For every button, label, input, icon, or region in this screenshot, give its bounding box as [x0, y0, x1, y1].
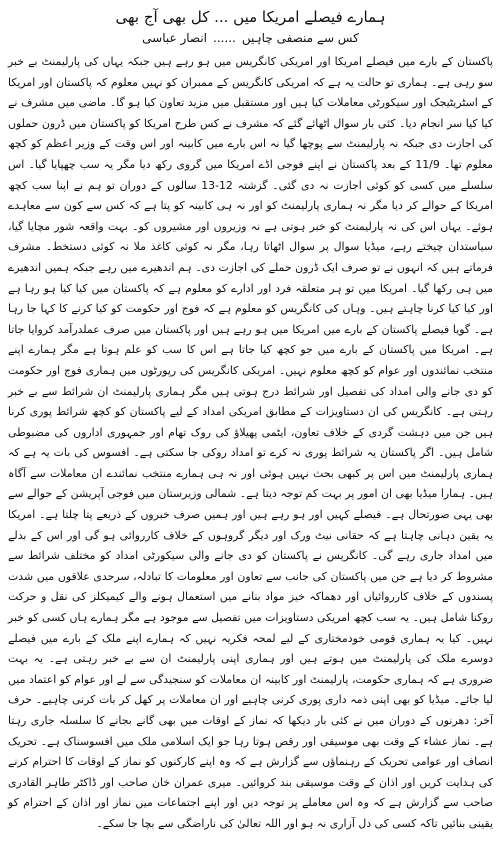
author-name: انصار عباسی [142, 31, 207, 45]
article-body: پاکستان کے بارے میں فیصلے امریکا اور امریکی کانگریس میں ہو رہے ہیں جبکہ یہاں کی پارلیمنٹ بے خبر سو رہی ہے۔ ہماری تو حالت یہ ہے کہ امریکی کانگریس کے ممبران کو نہیں معلوم کہ پاکستان اور امریکا کے اسٹریٹیجک اور سیکورٹی معاملات کیا ہیں اور مستقبل میں مزید تعاون کیا ہو گا۔ ماضی میں مشرف نے کیا کیا سر انجام دیا۔ کئی بار سوال اٹھائے گئے کہ مشرف نے کس طرح امریکا کو پاکستان میں ڈرون حملوں کی اجازت دی جبکہ نہ پارلیمنٹ سے پوچھا گیا نہ اس بارے میں کابینہ اور اس وقت کے وزیر اعظم کو کچھ معلوم تھا۔ 11/9 کے بعد پاکستان نے اپنے فوجی اڈے امریکا میں گروی رکھ دیا مگر یہ سب چھپایا گیا۔ اس سلسلے میں کسی کو کوئی اجازت نہ دی گئی۔ گزشتہ 12-13 سالوں کے دوران تو ہم نے اپنا سب کچھ امریکا کے حوالے کر دیا مگر نہ ہماری پارلیمنٹ کو اور نہ ہی کابینہ کو پتا ہے کہ کس سے کون سے معاہدے ہوئے۔ یہاں اس کی نہ پارلیمنٹ کو خبر ہوتی ہے نہ وزیروں اور مشیروں کو۔ بہت واقعہ شور مچایا گیا، سیاستدان چیختے رہے، میڈیا سوال پر سوال اٹھاتا رہا، مگر نہ کوئی کاغذ ملا نہ کوئی دستخط۔ مشرف فرماتے ہیں کہ انہوں نے تو صرف ایک ڈرون حملے کی اجازت دی۔ ہم اندھیرے میں رہے جبکہ ہمیں اندھیرے میں ہی رکھا گیا۔ امریکا میں تو ہر متعلقہ فرد اور ادارے کو معلوم ہے کہ پاکستان میں کیا کیا ہو رہا ہے اور کیا کیا کرنا چاہتے ہیں۔ وہاں کی کانگریس کو معلوم ہے کہ فوج اور حکومت کو کیا کرنے کا کہا جا رہا ہے۔ گویا فیصلے پاکستان کے بارے میں امریکا میں ہو رہے ہیں اور پاکستان میں صرف عملدرآمد کروایا جاتا ہے۔ امریکا میں پاکستان کے بارے میں جو کچھ کیا جاتا ہے اس کا سب کو علم ہوتا ہے مگر ہمارے اپنے منتخب نمائندوں اور عوام کو کچھ معلوم نہیں۔ امریکی کانگریس کی رپورٹوں میں ہماری فوج اور حکومت کو دی جانے والی امداد کی تفصیل اور شرائط درج ہوتی ہیں مگر ہماری پارلیمنٹ ان شرائط سے بے خبر رہتی ہے۔ کانگریس کی ان دستاویزات کے مطابق امریکی امداد کے لیے پاکستان کو کچھ شرائط پوری کرنا ہیں جن میں دہشت گردی کے خلاف تعاون، ایٹمی پھیلاؤ کی روک تھام اور جمہوری اداروں کی مضبوطی شامل ہیں۔ اگر پاکستان یہ شرائط پوری نہ کرے تو امداد روکی جا سکتی ہے۔ افسوس کی بات یہ ہے کہ ہماری پارلیمنٹ میں اس پر کبھی بحث نہیں ہوئی اور نہ ہی ہمارے منتخب نمائندے ان معاملات سے آگاہ ہیں۔ ہمارا میڈیا بھی ان امور پر بہت کم توجہ دیتا ہے۔ شمالی وزیرستان میں فوجی آپریشن کے حوالے سے بھی یہی صورتحال ہے۔ فیصلے کہیں اور ہو رہے ہیں اور ہمیں صرف خبروں کے ذریعے پتا چلتا ہے۔ امریکا یہ یقین دہانی چاہتا ہے کہ حقانی نیٹ ورک اور دیگر گروہوں کے خلاف کارروائی ہو گی اور اس کے بدلے میں امداد جاری رہے گی۔ کانگریس نے پاکستان کو دی جانے والی سیکورٹی امداد کو مختلف شرائط سے مشروط کر دیا ہے جن میں پاکستان کی جانب سے تعاون اور معلومات کا تبادلہ، سرحدی علاقوں میں شدت پسندوں کے خلاف کارروائیاں اور دھماکہ خیز مواد بنانے میں استعمال ہونے والے کیمیکلز کی نقل و حرکت روکنا شامل ہیں۔ یہ سب کچھ امریکی دستاویزات میں تفصیل سے موجود ہے مگر ہمارے ہاں کسی کو خبر نہیں۔ کیا یہ ہماری قومی خودمختاری کے لیے لمحہ فکریہ نہیں کہ ہمارے اپنے ملک کے بارے میں فیصلے دوسرے ملک کی پارلیمنٹ میں ہوتے ہیں اور ہماری اپنی پارلیمنٹ ان سے بے خبر رہتی ہے۔ یہ بہت ضروری ہے کہ ہماری حکومت، پارلیمنٹ اور کابینہ ان معاملات کو سنجیدگی سے لے اور عوام کو اعتماد میں لیا جائے۔ میڈیا کو بھی اپنی ذمہ داری پوری کرنی چاہیے اور ان معاملات پر کھل کر بات کرنی چاہیے۔ حرف آخر: دھرنوں کے دوران میں نے کئی بار دیکھا کہ نماز کے اوقات میں بھی گانے بجانے کا سلسلہ جاری رہتا ہے۔ نماز عشاء کے وقت بھی موسیقی اور رقص ہوتا رہا جو ایک اسلامی ملک میں افسوسناک ہے۔ تحریک انصاف اور عوامی تحریک کے رہنماؤں سے گزارش ہے کہ وہ اپنے کارکنوں کو نماز کے اوقات کا احترام کرنے کی ہدایت کریں اور اذان کے وقت موسیقی بند کروائیں۔ میری عمران خان صاحب اور ڈاکٹر طاہر القادری صاحب سے گزارش ہے کہ وہ اس معاملے پر توجہ دیں اور اپنے اجتماعات میں نماز اور اذان کے احترام کو یقینی بنائیں تاکہ کسی کی دل آزاری نہ ہو اور اللہ تعالیٰ کی ناراضگی سے بچا جا سکے۔ [8, 55, 493, 830]
byline-separator: ...... [213, 31, 236, 45]
article-byline [8, 28, 493, 48]
column-tagline: کس سے منصفی چاہیں [241, 31, 359, 45]
article-headline: ہمارے فیصلے امریکا میں ... کل بھی آج بھی [115, 8, 386, 26]
